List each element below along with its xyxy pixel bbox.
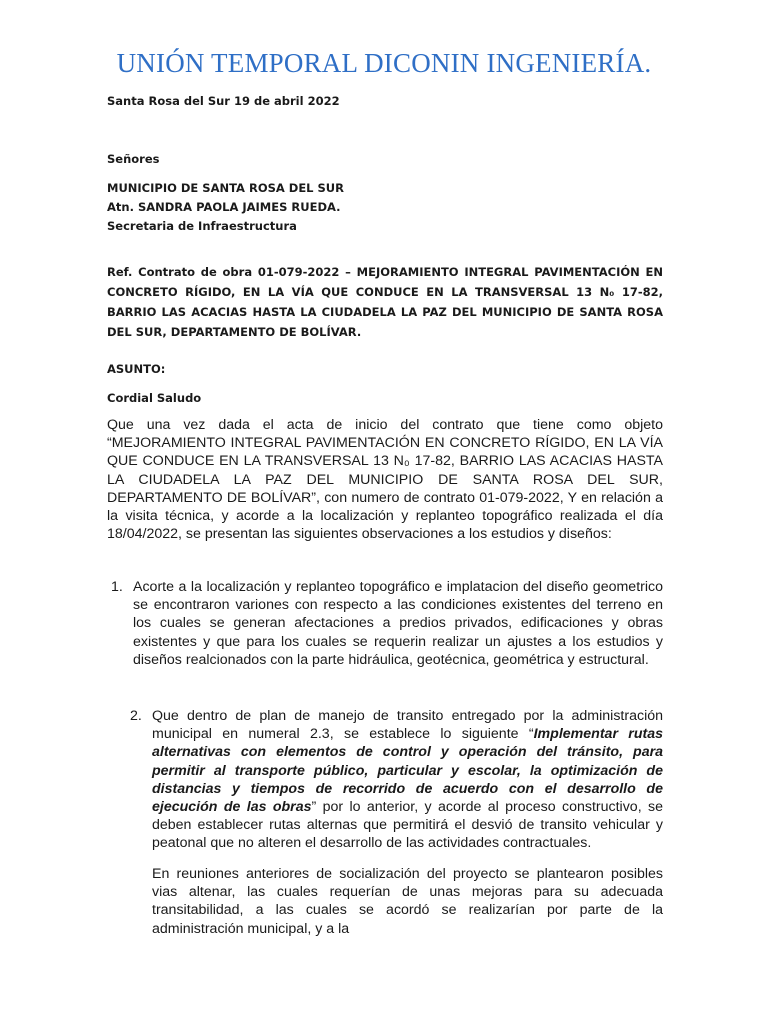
greeting: Cordial Saludo — [107, 391, 202, 405]
list-item-text — [152, 707, 663, 853]
quoted-plan-text: Implementar rutas alternativas con elementos de control y operación del tránsito, para permitir al transporte público, particular y escolar, la optimización de distancias y tiempos de recorrido de acuerdo con el desarrollo de ejecución de las obras — [152, 726, 664, 816]
recipient-organization: MUNICIPIO DE SANTA ROSA DEL SUR — [107, 181, 344, 195]
place-date: Santa Rosa del Sur 19 de abril 2022 — [107, 94, 340, 108]
list-item-text: Acorte a la localización y replanteo topográfico e implatacion del diseño geometrico se encontraron variones con respecto a las condiciones existentes del terreno en los cuales se generan afectaciones a predios privados, edificaciones y obras existentes y que para los cuales se requerin realizar un ajustes a los estudios y diseños realcionados con la parte hidráulica, geotécnica, geométrica y estructural. — [133, 579, 663, 668]
intro-paragraph: Que una vez dada el acta de inicio del contrato que tiene como objeto “MEJORAMIENTO INTEGRAL PAVIMENTACIÓN EN CONCRETO RÍGIDO, EN LA VÍA QUE CONDUCE EN LA TRANSVERSAL 13 N₀ 17-82, BARRIO LAS ACACIAS HASTA LA CIUDADELA LA PAZ DEL MUNICIPIO DE SANTA ROSA DEL SUR, DEPARTAMENTO DE BOLÍVAR”, con numero de contrato 01-079-2022, Y en relación a la visita técnica, y acorde a la localización y replanteo topográfico realizada el día 18/04/2022, se presentan las siguientes observaciones a los estudios y diseños: — [107, 417, 663, 543]
salutation: Señores — [107, 152, 160, 166]
subject-label: ASUNTO: — [107, 362, 166, 376]
list-item-text-tail: ” por lo anterior, y acorde al proceso constructivo, se deben establecer rutas alternas que permitirá el desvió de transito vehicular y peatonal que no alteren el desarrollo de las actividades contractuales. — [152, 799, 663, 852]
recipient-role: Secretaria de Infraestructura — [107, 219, 297, 233]
followup-paragraph: En reuniones anteriores de socialización del proyecto se plantearon posibles vias altenar, las cuales requerían de unas mejoras para su adecuada transitabilidad, a las cuales se acordó se realizarían por parte de la administración municipal, y a la — [152, 866, 663, 937]
reference-block: Ref. Contrato de obra 01-079-2022 – MEJORAMIENTO INTEGRAL PAVIMENTACIÓN EN CONCRETO RÍGIDO, EN LA VÍA QUE CONDUCE EN LA TRANSVERSAL 13 N₀ 17-82, BARRIO LAS ACACIAS HASTA LA CIUDADELA LA PAZ DEL MUNICIPIO DE SANTA ROSA DEL SUR, DEPARTAMENTO DE BOLÍVAR. — [107, 265, 663, 339]
list-item-number: 2. — [130, 708, 142, 724]
company-title: UNIÓN TEMPORAL DICONIN INGENIERÍA. — [116, 48, 652, 78]
list-item-number: 1. — [111, 579, 123, 595]
recipient-attention: Atn. SANDRA PAOLA JAIMES RUEDA. — [107, 200, 341, 214]
list-item-text-lead: Que dentro de plan de manejo de transito entregado por la administración municipal en numeral 2.3, se establece lo siguiente “ — [152, 708, 663, 743]
